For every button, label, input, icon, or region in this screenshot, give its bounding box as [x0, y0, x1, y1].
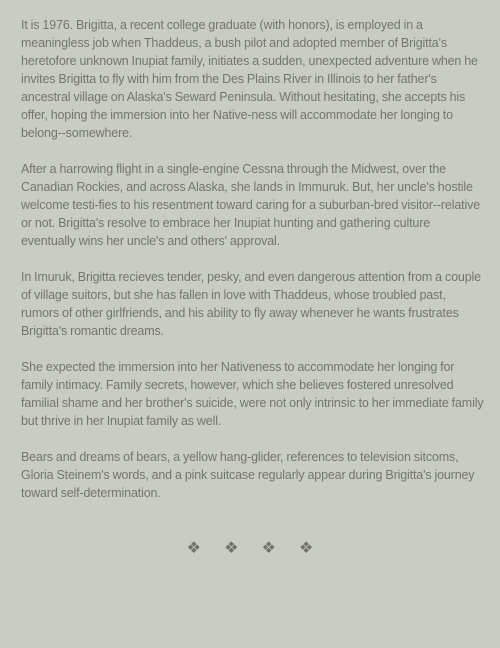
paragraph-5: Bears and dreams of bears, a yellow hang-glider, references to television sitcoms, Gloria Steinem's words, and a pink suitcase regularly appear during Brigitta's journey toward self-determination.	[21, 450, 475, 500]
paragraph-4: She expected the immersion into her Nativeness to accommodate her longing for family intimacy. Family secrets, however, which she believes fostered unresolved familial shame and her brother's suicide, were not only intrinsic to her immediate family but thrive in her Inupiat family as well.	[21, 360, 484, 428]
diamond-ornament-icon: ❖	[224, 538, 239, 557]
book-description	[21, 16, 485, 520]
diamond-ornament-icon: ❖	[186, 538, 202, 557]
paragraph-1: It is 1976. Brigitta, a recent college graduate (with honors), is employed in a meaningless job when Thaddeus, a bush pilot and adopted member of Brigitta's heretofore unknown Inupiat family, initiates a sudden, unexpected adventure when he invites Brigitta to fly with him from the Des Plains River in Illinois to her father's ancestral village on Alaska's Seward Peninsula. Without hesitating, she accepts his offer, hoping the immersion into her Native-ness will accommodate her longing to belong--somewhere.	[21, 18, 478, 140]
paragraph-3: In Imuruk, Brigitta recieves tender, pesky, and even dangerous attention from a couple of village suitors, but she has fallen in love with Thaddeus, whose troubled past, rumors of other girlfriends, and his ability to fly away whenever he wants frustrates Brigitta's romantic dreams.	[21, 270, 481, 338]
section-divider	[0, 538, 500, 558]
diamond-ornament-icon: ❖	[298, 538, 314, 557]
paragraph-2: After a harrowing flight in a single-engine Cessna through the Midwest, over the Canadian Rockies, and across Alaska, she lands in Immuruk. But, her uncle's hostile welcome testi-fies to his resentment toward caring for a suburban-bred visitor--relative or not. Brigitta's resolve to embrace her Inupiat hunting and gathering culture eventually wins her uncle's and others' approval.	[21, 162, 480, 248]
diamond-ornament-icon: ❖	[261, 538, 276, 557]
